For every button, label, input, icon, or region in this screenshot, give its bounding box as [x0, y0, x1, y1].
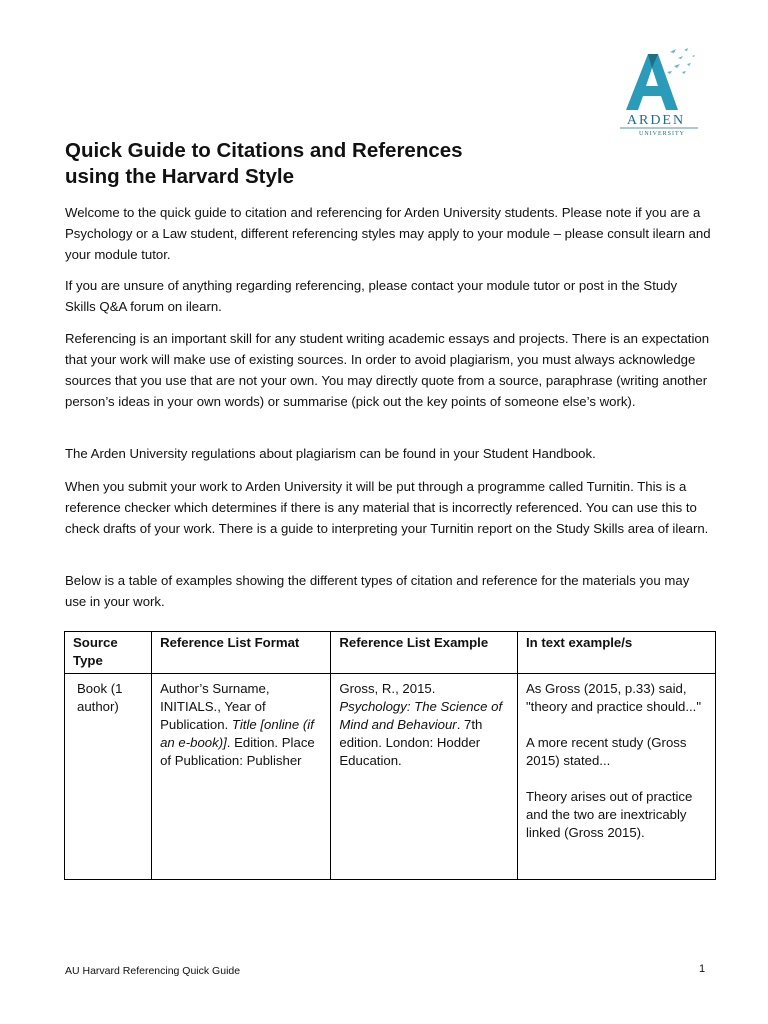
example-title-text: Psychology: The Science of Mind and Behaviour: [339, 699, 503, 732]
example-publication-text: . 7th edition. London: Hodder Education.: [339, 717, 483, 768]
logo-sub-text: UNIVERSITY: [639, 131, 685, 137]
header-in-text-example: In text example/s: [517, 632, 715, 674]
plagiarism-regulations-paragraph: The Arden University regulations about plagiarism can be found in your Student Handbook.: [65, 446, 596, 461]
reference-examples-table: [64, 631, 716, 880]
arden-university-logo: [612, 42, 700, 138]
intro-paragraph: Welcome to the quick guide to citation and referencing for Arden University students. Please note if you are a Psychology or a Law student, different referencing styles may apply to your module – please consult ilearn and your module tutor.: [65, 205, 711, 262]
table-row: [65, 674, 716, 880]
logo-name-text: ARDEN: [626, 113, 686, 128]
page-title: [65, 138, 705, 190]
footer-page-number: 1: [699, 963, 706, 975]
arden-logo-icon: [612, 42, 700, 138]
header-reference-example: Reference List Example: [331, 632, 518, 674]
referencing-importance-paragraph: Referencing is an important skill for any student writing academic essays and projects. There is an expectation that your work will make use of existing sources. In order to avoid plagiarism, you must always acknowledge sources that you use that are not your own. You may directly quote from a source, paraphrase (writing another person’s ideas in your own words) or summarise (pick out the key points of someone else’s work).: [65, 331, 710, 409]
format-italic-text: Title [online (if an e-book)]: [160, 717, 314, 750]
cell-source-type: [65, 674, 152, 880]
title-line-1: Quick Guide to Citations and References: [65, 139, 463, 162]
cell-in-text-examples: [517, 674, 715, 880]
contact-paragraph: If you are unsure of anything regarding referencing, please contact your module tutor or post in the Study Skills Q&A forum on ilearn.: [65, 278, 678, 314]
example-author-text: Gross, R., 2015.: [339, 681, 436, 696]
title-line-2: using the Harvard Style: [65, 165, 294, 188]
source-type-text: Book (1 author): [77, 681, 123, 714]
in-text-example-quote: As Gross (2015, p.33) said, "theory and practice should...": [525, 681, 702, 714]
turnitin-paragraph: When you submit your work to Arden University it will be put through a programme called Turnitin. This is a reference checker which determines if there is any material that is incorrectly referenced. You can use this to check drafts of your work. There is a guide to interpreting your Turnitin report on the Study Skills area of ilearn.: [65, 479, 709, 536]
in-text-example-study: A more recent study (Gross 2015) stated...: [525, 735, 687, 768]
cell-reference-example: [331, 674, 518, 880]
footer-document-title: AU Harvard Referencing Quick Guide: [65, 965, 241, 977]
in-text-example-summary: Theory arises out of practice and the two are inextricably linked (Gross 2015).: [525, 789, 693, 840]
header-source-type: Source Type: [65, 632, 152, 674]
header-reference-format: Reference List Format: [152, 632, 331, 674]
table-header-row: [65, 632, 716, 674]
format-rest-text: . Edition. Place of Publication: Publisher: [160, 735, 315, 768]
cell-reference-format: [152, 674, 331, 880]
table-intro-paragraph: Below is a table of examples showing the different types of citation and reference for the materials you may use in your work.: [65, 573, 690, 609]
format-plain-text: Author’s Surname, INITIALS., Year of Publication.: [160, 681, 270, 732]
bird-flock-icon: [667, 48, 695, 74]
